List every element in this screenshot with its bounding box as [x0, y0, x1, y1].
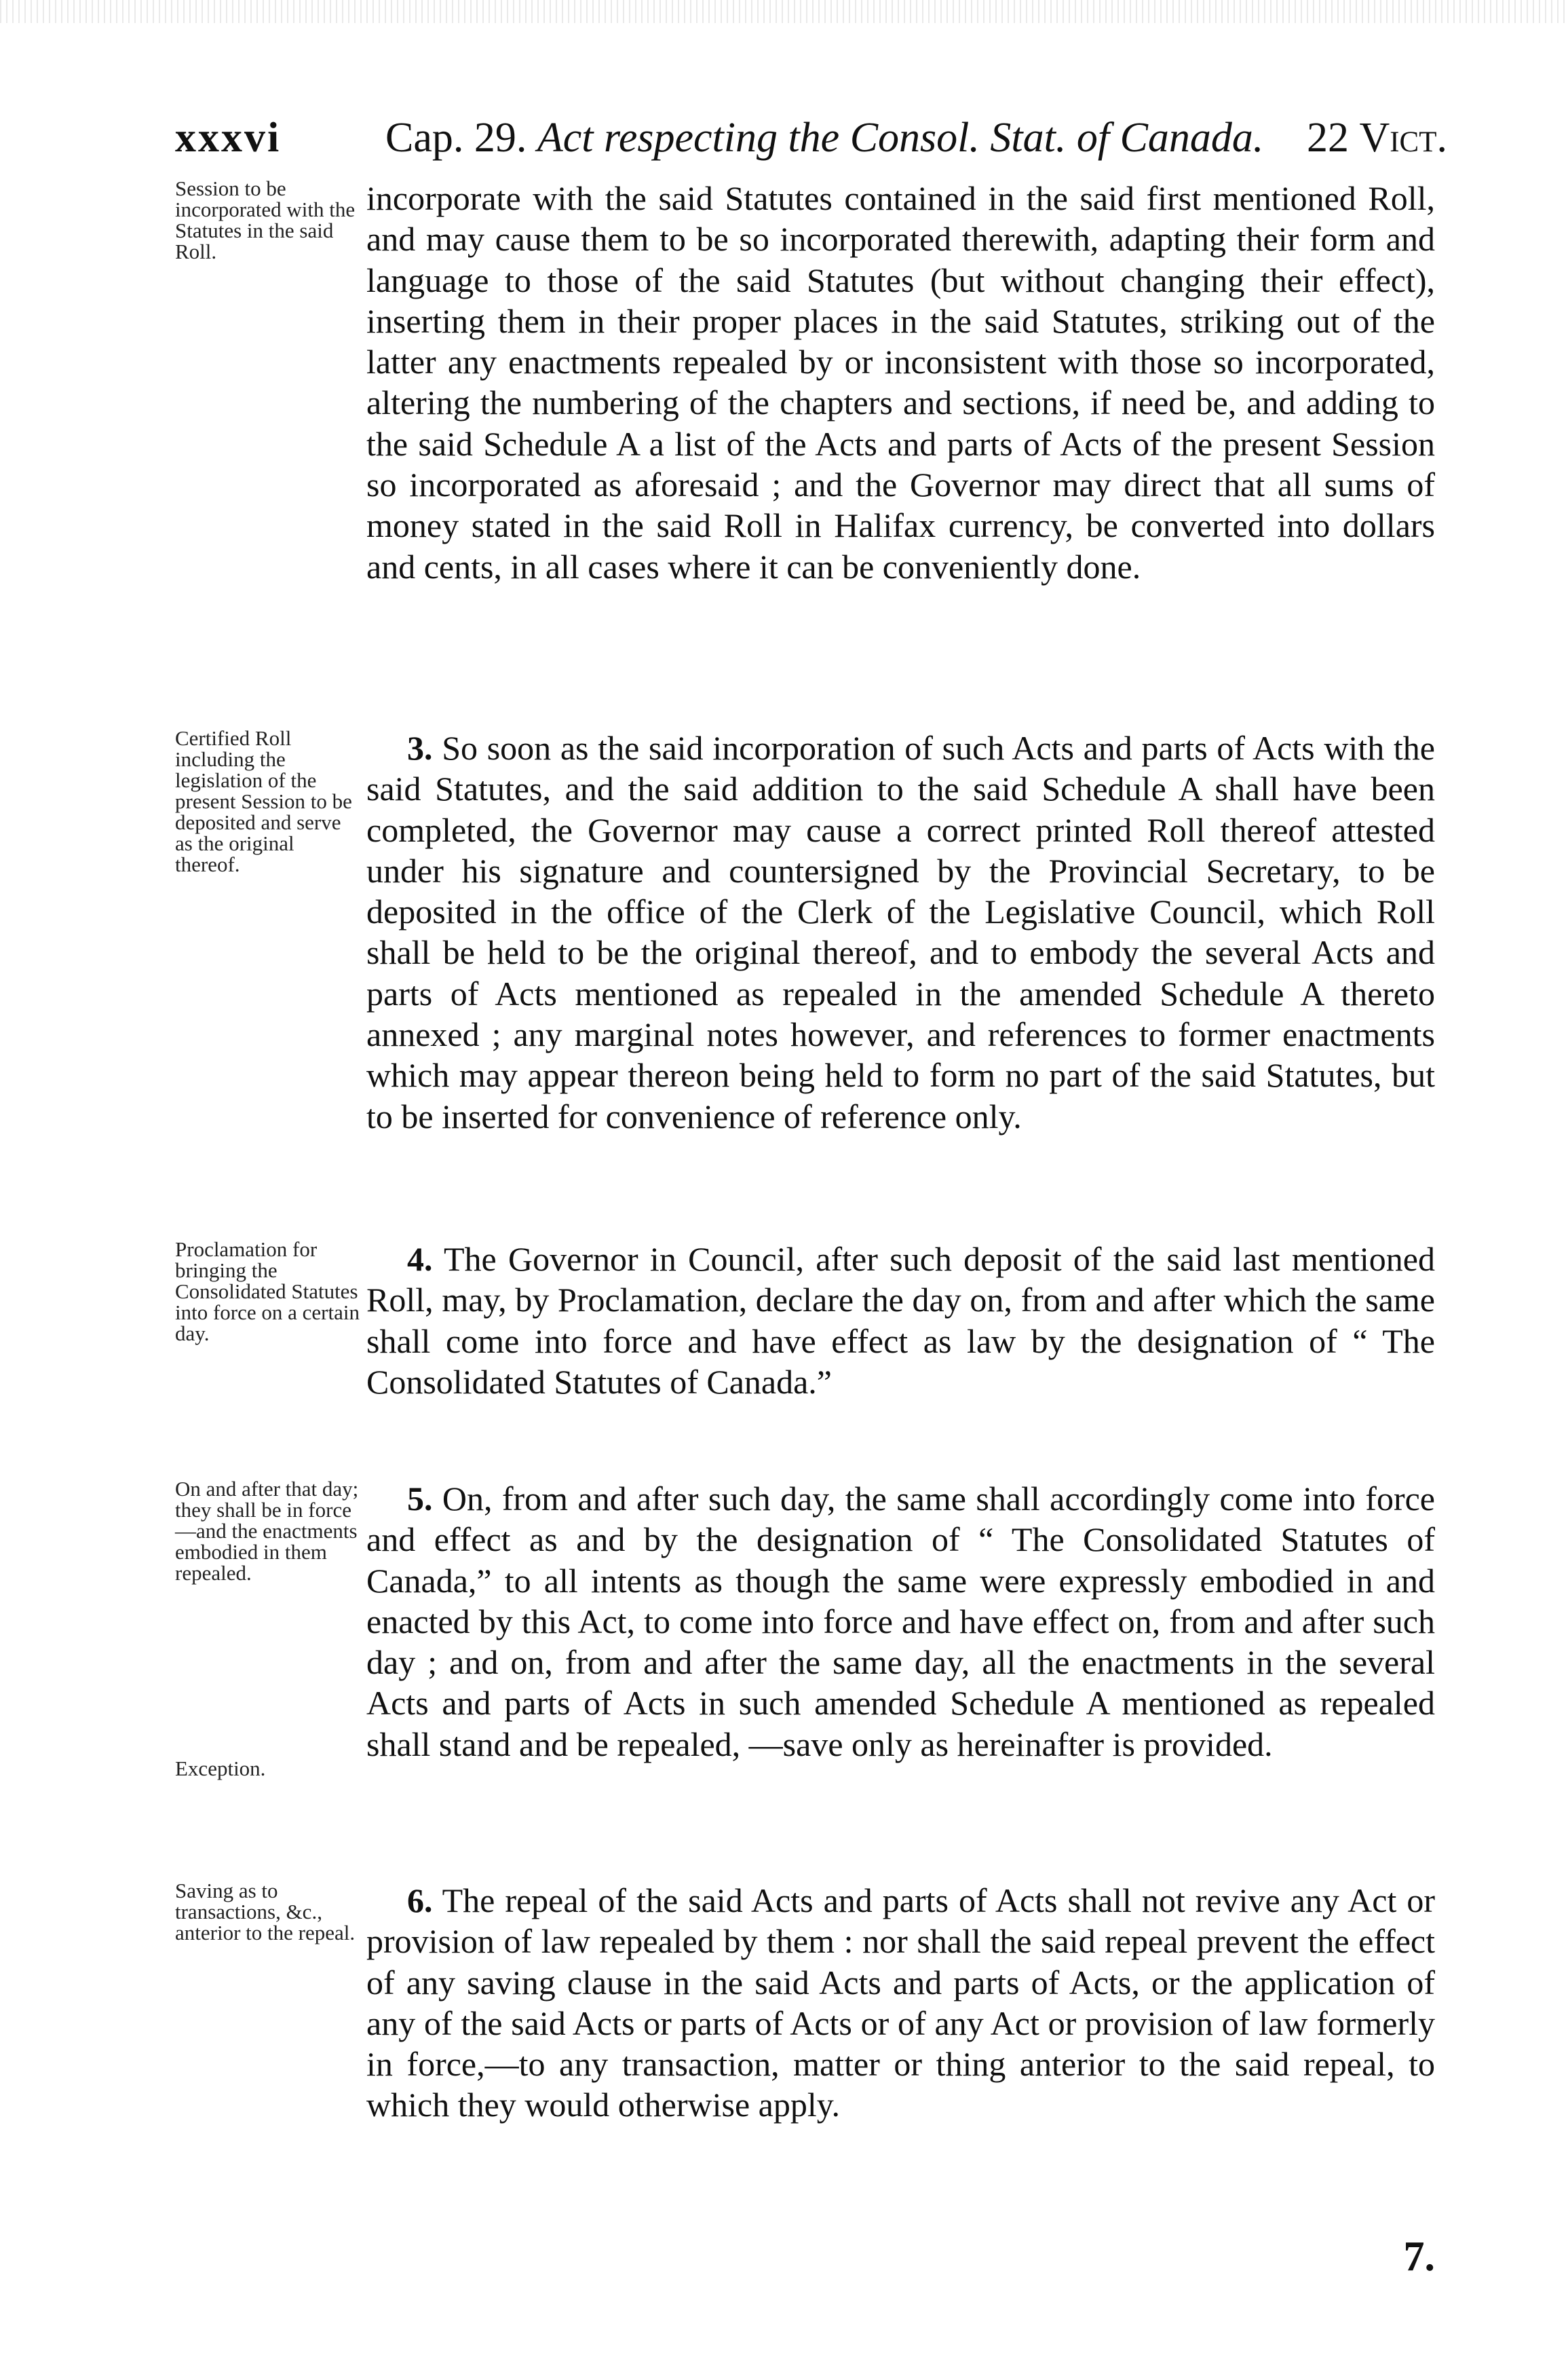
- section-text: [366, 728, 1435, 1137]
- section-body: The Governor in Council, after such deposit of the said last mentioned Roll, may, by Proclamation, declare the day on, from and after which the same shall come into force and have effect as law by the designation of “ The Consolidated Statutes of Canada.”: [366, 1240, 1436, 1401]
- act-title: Act respecting the Consol. Stat. of Canada.: [537, 115, 1264, 161]
- page-header: [0, 114, 1568, 168]
- section-number: 4.: [407, 1240, 433, 1278]
- page-number: xxxvi: [175, 115, 282, 161]
- running-head: [385, 114, 1263, 162]
- signature-mark: 7.: [1403, 2234, 1435, 2280]
- margin-note-exception: Exception.: [175, 1756, 266, 1780]
- margin-note: On and after that day; they shall be in force —and the enactments embodied in them repealed.: [175, 1477, 359, 1585]
- section-body: The repeal of the said Acts and parts of Acts shall not revive any Act or provision of law repealed by them : nor shall the said repeal prevent the effect of any saving clause in the said Acts and parts of Acts, or the application of any of the said Acts or parts of Acts or of any Act or provision of law formerly in force,—to any transaction, matter or thing anterior to the said repeal, to which they would otherwise apply.: [366, 1881, 1435, 2124]
- margin-note: Proclamation for bringing the Consolidated Statutes into force on a certain day.: [175, 1237, 360, 1345]
- section-body: So soon as the said incorporation of such Acts and parts of Acts with the said Statutes, and the said addition to the said Schedule A shall have been completed, the Governor may cause a correct printed Roll thereof attested under his signature and countersigned by the Provincial Secretary, to be deposited in the office of the Clerk of the Legislative Council, which Roll shall be held to be the original thereof, and to embody the several Acts and parts of Acts mentioned as repealed in the amended Schedule A thereto annexed ; any marginal notes however, and references to former enactments which may appear thereon being held to form no part of the said Statutes, but to be inserted for convenience of reference only.: [366, 729, 1436, 1135]
- margin-note: Saving as to transactions, &c., anterior to the repeal.: [175, 1879, 356, 1944]
- regnal-year-number: 22: [1306, 115, 1349, 161]
- chapter-label: Cap. 29.: [385, 115, 527, 161]
- regnal-abbrev: Vict.: [1359, 115, 1447, 161]
- margin-note: Session to be incorporated with the Statutes in the said Roll.: [175, 176, 356, 263]
- section-body: On, from and after such day, the same shall accordingly come into force and effect as and by the designation of “ The Consolidated Statutes of Canada,” to all intents as though the same were expressly embodied in and enacted by this Act, to come into force and have effect on, from and after such day ; and on, from and after the same day, all the enactments in the several Acts and parts of Acts in such amended Schedule A mentioned as repealed shall stand and be repealed, —save only as hereinafter is provided.: [366, 1480, 1435, 1763]
- section-text: [366, 1478, 1435, 1765]
- section-number: 3.: [407, 729, 433, 767]
- scan-noise: [0, 0, 1568, 23]
- section-text: [366, 1239, 1435, 1402]
- margin-note: Certified Roll including the legislation of the present Session to be deposited and serve as the original thereof.: [175, 726, 352, 876]
- section-body: incorporate with the said Statutes contained in the said first mentioned Roll, and may cause them to be so incorporated therewith, adapting their form and language to those of the said Statutes (but without changing their effect), inserting them in their proper places in the said Statutes, striking out of the latter any enactments repealed by or inconsistent with those so incorporated, altering the numbering of the chapters and sections, if need be, and adding to the said Schedule A a list of the Acts and parts of Acts of the present Session so incorporated as aforesaid ; and the Governor may direct that all sums of money stated in the said Roll in Halifax currency, be converted into dollars and cents, in all cases where it can be conveniently done.: [366, 179, 1435, 586]
- regnal-year: [1307, 114, 1447, 162]
- section-number: 5.: [407, 1480, 433, 1518]
- section-number: 6.: [407, 1881, 433, 1919]
- section-text: [366, 1880, 1435, 2126]
- section-text: [366, 178, 1435, 587]
